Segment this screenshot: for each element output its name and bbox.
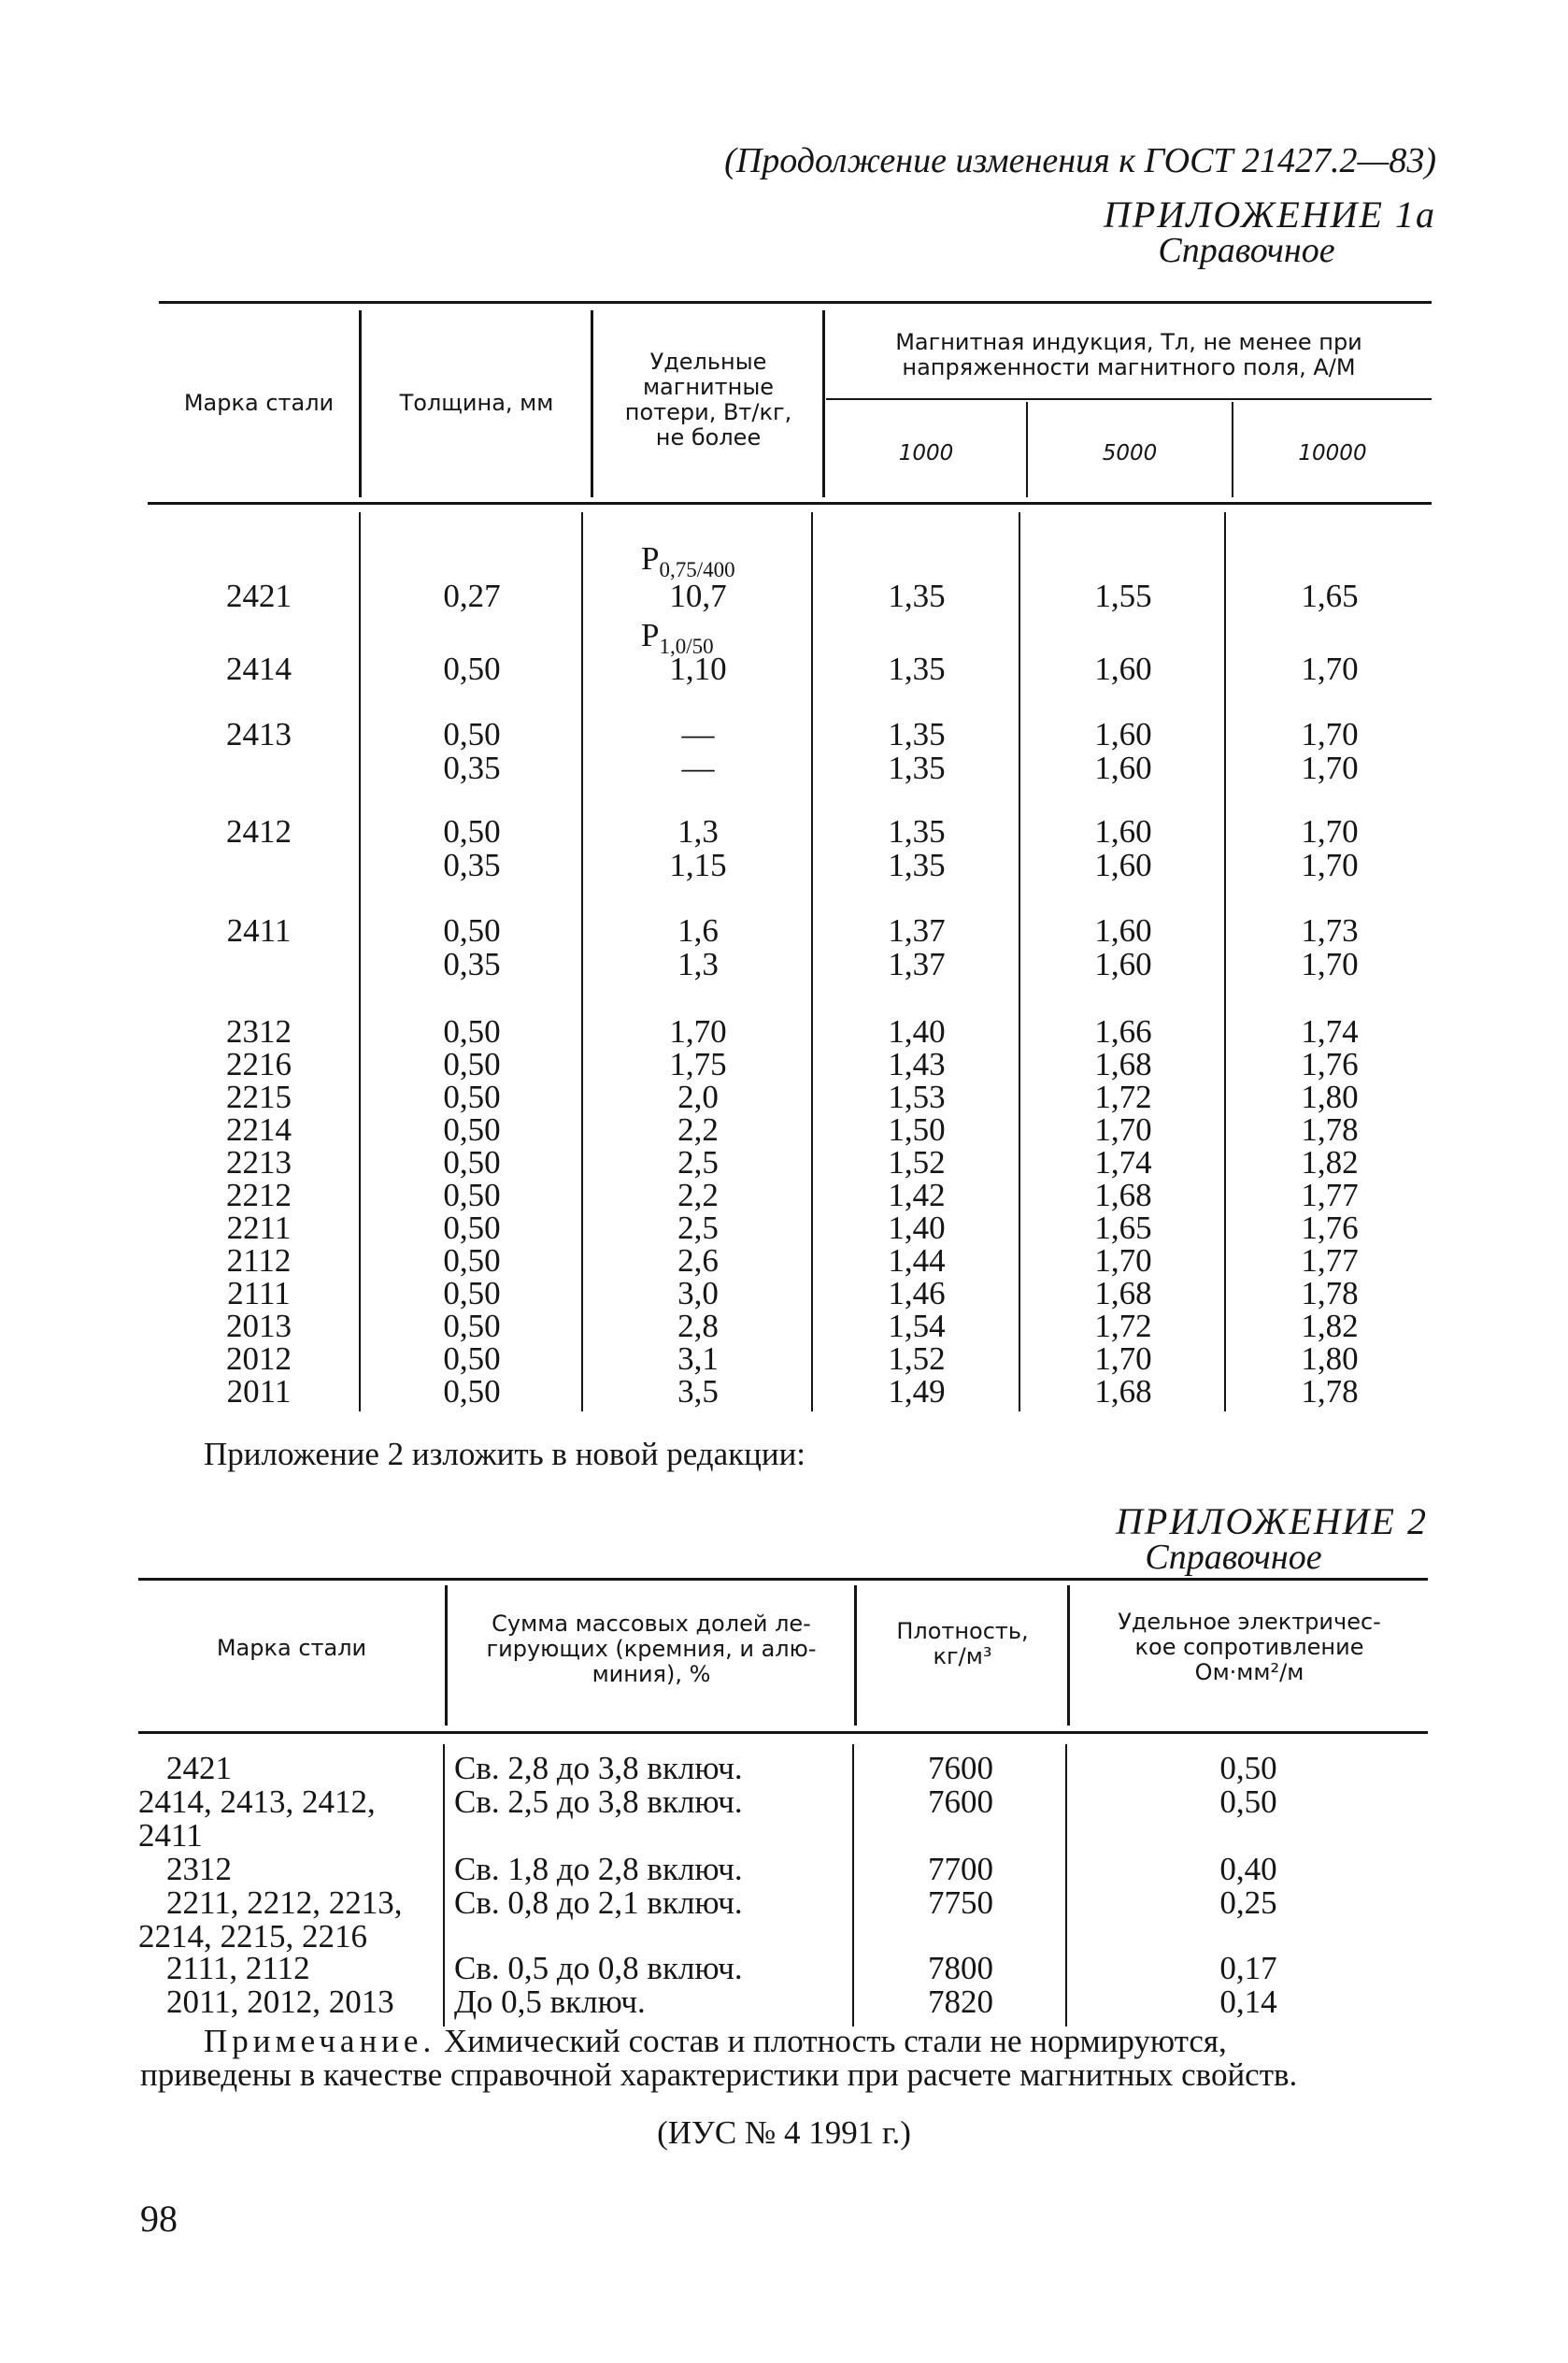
table1-cell-b5000: 1,68	[1094, 1275, 1152, 1311]
loss-symbol: P	[641, 540, 660, 577]
table1-cell-b10000: 1,70	[1301, 946, 1359, 982]
table2-cell-grade: 2421	[166, 1750, 232, 1786]
table1-header-divider	[591, 310, 593, 497]
table2-cell-density: 7800	[928, 1950, 993, 1986]
table1-cell-b5000: 1,60	[1094, 946, 1152, 982]
table1-cell-thickness: 0,50	[443, 1275, 501, 1311]
table1-cell-b5000: 1,68	[1094, 1373, 1152, 1410]
table1-header-1000: 1000	[898, 441, 954, 465]
table2-cell-grade: 2312	[166, 1851, 232, 1887]
table2-cell-resistivity: 0,50	[1219, 1783, 1277, 1820]
table1-cell-b1000: 1,40	[888, 1210, 946, 1246]
table1-cell-loss: 2,6	[677, 1242, 719, 1279]
table2-cell-density: 7600	[928, 1783, 993, 1820]
table1-cell-b1000: 1,37	[888, 946, 946, 982]
table1-cell-b10000: 1,74	[1301, 1013, 1359, 1050]
table1-cell-b5000: 1,60	[1094, 912, 1152, 949]
table1-body-divider	[1224, 512, 1226, 1411]
table2-body-divider	[443, 1744, 445, 2026]
table1-header-grade: Марка стали	[183, 390, 335, 416]
table1-cell-b10000: 1,70	[1301, 750, 1359, 786]
table1-cell-b1000: 1,49	[888, 1373, 946, 1410]
table1-cell-grade: 2216	[226, 1046, 292, 1082]
table1-cell-b10000: 1,76	[1301, 1046, 1359, 1082]
page-number: 98	[140, 2198, 178, 2240]
table1-cell-grade: 2013	[226, 1308, 292, 1344]
appendix-2-title: ПРИЛОЖЕНИЕ 2	[1116, 1500, 1428, 1542]
table1-cell-b5000: 1,60	[1094, 716, 1152, 752]
table1-cell-grade: 2112	[226, 1242, 292, 1279]
table1-cell-loss: —	[681, 716, 715, 752]
table1-cell-thickness: 0,50	[443, 1210, 501, 1246]
table1-cell-loss: 2,5	[677, 1210, 719, 1246]
table1-top-rule	[159, 301, 1432, 304]
table2-header-alloy	[449, 1611, 854, 1687]
table1-cell-loss: 1,75	[669, 1046, 727, 1082]
table2-header-resistivity-line: Удельное электричес-	[1118, 1609, 1381, 1635]
table1-cell-b10000: 1,80	[1301, 1079, 1359, 1115]
note-line-2: приведены в качестве справочной характеристики при расчете магнитных свойств.	[140, 2056, 1298, 2093]
loss-symbol: P	[641, 617, 660, 653]
table1-cell-grade: 2411	[226, 912, 292, 949]
loss-symbol-subscript: 1,0/50	[659, 635, 714, 658]
table1-cell-loss: 1,3	[677, 813, 719, 850]
table1-header-losses	[594, 350, 822, 451]
table1-cell-b10000: 1,82	[1301, 1308, 1359, 1344]
table2-header-divider	[854, 1585, 857, 1726]
appendix-1a-title: ПРИЛОЖЕНИЕ 1а	[1104, 193, 1436, 236]
table1-header-bottom-rule	[148, 502, 1432, 505]
table2-header-resistivity-line: кое сопротивление	[1134, 1634, 1364, 1660]
table1-cell-b10000: 1,65	[1301, 578, 1359, 614]
table1-cell-grade: 2111	[227, 1275, 291, 1311]
table1-cell-thickness: 0,50	[443, 1046, 501, 1082]
table1-cell-b5000: 1,70	[1094, 1340, 1152, 1377]
table1-cell-loss: 2,0	[677, 1079, 719, 1115]
table1-header-5000: 5000	[1102, 441, 1158, 465]
table1-cell-thickness: 0,50	[443, 1242, 501, 1279]
table1-cell-thickness: 0,50	[443, 813, 501, 850]
table1-cell-b5000: 1,70	[1094, 1242, 1152, 1279]
table1-cell-grade: 2413	[226, 716, 292, 752]
table1-cell-loss: 1,3	[677, 946, 719, 982]
table2-header-density	[858, 1619, 1067, 1669]
table1-cell-grade: 2412	[226, 813, 292, 850]
table1-cell-b10000: 1,78	[1301, 1373, 1359, 1410]
table1-cell-loss: —	[681, 750, 715, 786]
table1-cell-thickness: 0,27	[443, 578, 501, 614]
table1-cell-loss: 1,6	[677, 912, 719, 949]
table1-cell-b1000: 1,54	[888, 1308, 946, 1344]
table1-cell-loss: 3,1	[677, 1340, 719, 1377]
table1-cell-loss: 1,15	[669, 847, 727, 883]
table1-cell-thickness: 0,50	[443, 1079, 501, 1115]
table2-header-resistivity-line: Ом·мм²/м	[1194, 1659, 1304, 1685]
table1-cell-b10000: 1,78	[1301, 1111, 1359, 1148]
table1-cell-b1000: 1,46	[888, 1275, 946, 1311]
table2-top-rule	[138, 1578, 1428, 1581]
table1-header-induction	[826, 330, 1432, 380]
table2-cell-resistivity: 0,17	[1219, 1950, 1277, 1986]
table2-cell-resistivity: 0,25	[1219, 1884, 1277, 1921]
table2-cell-density: 7600	[928, 1750, 993, 1786]
note-line-1	[204, 2025, 1227, 2058]
table2-cell-resistivity: 0,50	[1219, 1750, 1277, 1786]
table2-header-divider	[445, 1585, 448, 1726]
table1-cell-b5000: 1,60	[1094, 651, 1152, 687]
appendix-2-subtitle: Справочное	[1145, 1538, 1322, 1577]
table1-cell-b5000: 1,60	[1094, 750, 1152, 786]
table1-body-divider	[581, 512, 583, 1411]
table1-cell-thickness: 0,50	[443, 1177, 501, 1213]
table1-body-divider	[1019, 512, 1020, 1411]
table1-cell-grade: 2213	[226, 1144, 292, 1181]
table1-cell-b1000: 1,35	[888, 847, 946, 883]
table1-induction-rule	[826, 398, 1432, 400]
table1-cell-b1000: 1,40	[888, 1013, 946, 1050]
table1-cell-loss: 2,5	[677, 1144, 719, 1181]
table1-cell-b1000: 1,35	[888, 716, 946, 752]
table1-cell-loss: 2,2	[677, 1111, 719, 1148]
table1-header-induction-line: напряженности магнитного поля, А/М	[902, 354, 1356, 380]
table1-cell-thickness: 0,50	[443, 1308, 501, 1344]
table1-cell-b10000: 1,77	[1301, 1177, 1359, 1213]
continuation-line: (Продолжение изменения к ГОСТ 21427.2—83)	[724, 141, 1436, 180]
table1-cell-b10000: 1,78	[1301, 1275, 1359, 1311]
table1-cell-grade: 2421	[226, 578, 292, 614]
table1-cell-b1000: 1,52	[888, 1144, 946, 1181]
table1-header-losses-line: не более	[655, 424, 762, 451]
table1-cell-thickness: 0,35	[443, 847, 501, 883]
table2-header-density-unit: кг/м³	[933, 1643, 992, 1669]
table1-cell-loss: 3,0	[677, 1275, 719, 1311]
table1-header-losses-line: Удельные	[649, 349, 767, 375]
table2-cell-grade: 2414, 2413, 2412,	[138, 1783, 376, 1820]
table1-header-10000: 10000	[1298, 441, 1367, 465]
loss-symbol-subscript: 0,75/400	[659, 558, 735, 581]
table1-cell-b10000: 1,77	[1301, 1242, 1359, 1279]
table1-cell-b1000: 1,35	[888, 578, 946, 614]
table1-cell-b5000: 1,55	[1094, 578, 1152, 614]
table2-cell-grade: 2011, 2012, 2013	[166, 1983, 394, 2020]
table1-cell-thickness: 0,50	[443, 1373, 501, 1410]
table2-header-density-line: Плотность,	[896, 1618, 1029, 1644]
table2-cell-resistivity: 0,40	[1219, 1851, 1277, 1887]
table1-cell-loss: 10,7	[669, 578, 727, 614]
table1-cell-b10000: 1,70	[1301, 847, 1359, 883]
table1-cell-b5000: 1,66	[1094, 1013, 1152, 1050]
table2-header-alloy-line: гирующих (кремния, и алю-	[486, 1636, 817, 1662]
table1-cell-grade: 2215	[226, 1079, 292, 1115]
table1-cell-grade: 2212	[226, 1177, 292, 1213]
table1-cell-grade: 2414	[226, 651, 292, 687]
table1-cell-b1000: 1,52	[888, 1340, 946, 1377]
table1-cell-thickness: 0,50	[443, 716, 501, 752]
table2-body-divider	[1065, 1744, 1067, 2026]
table1-cell-b1000: 1,35	[888, 750, 946, 786]
table2-cell-grade: 2211, 2212, 2213,	[166, 1884, 403, 1921]
table1-cell-b5000: 1,72	[1094, 1308, 1152, 1344]
table1-cell-b10000: 1,76	[1301, 1210, 1359, 1246]
table2-header-alloy-line: Сумма массовых долей ле-	[492, 1611, 811, 1637]
table2-cell-alloy: Св. 0,8 до 2,1 включ.	[454, 1884, 743, 1921]
table1-cell-grade: 2211	[226, 1210, 292, 1246]
source-reference: (ИУС № 4 1991 г.)	[657, 2114, 911, 2151]
table1-cell-grade: 2312	[226, 1013, 292, 1050]
table1-cell-grade: 2011	[226, 1373, 292, 1410]
table2-cell-resistivity: 0,14	[1219, 1983, 1277, 2020]
table1-cell-thickness: 0,50	[443, 1013, 501, 1050]
table2-header-alloy-line: миния), %	[592, 1661, 711, 1687]
table1-cell-b1000: 1,43	[888, 1046, 946, 1082]
table1-cell-thickness: 0,50	[443, 1111, 501, 1148]
table2-header-grade: Марка стали	[216, 1635, 367, 1661]
table1-cell-b10000: 1,82	[1301, 1144, 1359, 1181]
table2-cell-grade: 2111, 2112	[166, 1950, 310, 1986]
table1-cell-b5000: 1,65	[1094, 1210, 1152, 1246]
table2-cell-grade-cont: 2214, 2215, 2216	[138, 1918, 367, 1955]
table2-cell-alloy: Св. 2,8 до 3,8 включ.	[454, 1750, 743, 1786]
table1-cell-b10000: 1,70	[1301, 651, 1359, 687]
table1-cell-b10000: 1,70	[1301, 716, 1359, 752]
table1-cell-grade: 2214	[226, 1111, 292, 1148]
table2-cell-density: 7700	[928, 1851, 993, 1887]
note-label: Примечание.	[204, 2023, 436, 2059]
table1-header-thickness: Толщина, мм	[399, 390, 554, 416]
loss-symbol-p0-75-400	[641, 540, 735, 582]
table1-cell-b1000: 1,35	[888, 651, 946, 687]
table1-cell-b5000: 1,74	[1094, 1144, 1152, 1181]
table2-header-divider	[1067, 1585, 1070, 1726]
table2-cell-grade-cont: 2411	[138, 1817, 203, 1854]
table1-cell-b1000: 1,53	[888, 1079, 946, 1115]
table2-header-bottom-rule	[138, 1731, 1428, 1734]
table1-body-divider	[811, 512, 813, 1411]
table1-cell-thickness: 0,50	[443, 1144, 501, 1181]
table1-cell-grade: 2012	[226, 1340, 292, 1377]
table2-cell-density: 7820	[928, 1983, 993, 2020]
table1-cell-b1000: 1,42	[888, 1177, 946, 1213]
table1-cell-b5000: 1,68	[1094, 1177, 1152, 1213]
table2-header-resistivity	[1071, 1610, 1428, 1685]
table1-cell-thickness: 0,35	[443, 750, 501, 786]
table1-body-divider	[359, 512, 361, 1411]
table2-cell-alloy: Св. 2,5 до 3,8 включ.	[454, 1783, 743, 1820]
table2-cell-alloy: Св. 1,8 до 2,8 включ.	[454, 1851, 743, 1887]
table1-cell-b10000: 1,80	[1301, 1340, 1359, 1377]
table1-cell-thickness: 0,50	[443, 1340, 501, 1377]
table1-cell-b10000: 1,73	[1301, 912, 1359, 949]
table1-cell-loss: 1,10	[669, 651, 727, 687]
table1-cell-b5000: 1,68	[1094, 1046, 1152, 1082]
note-text-1: Химический состав и плотность стали не нормируются,	[443, 2023, 1227, 2059]
table1-cell-b1000: 1,37	[888, 912, 946, 949]
table2-body-divider	[852, 1744, 854, 2026]
middle-instruction: Приложение 2 изложить в новой редакции:	[204, 1436, 806, 1472]
table1-cell-thickness: 0,35	[443, 946, 501, 982]
table1-header-divider	[359, 310, 362, 497]
table2-cell-alloy: До 0,5 включ.	[454, 1983, 646, 2020]
table1-cell-b5000: 1,70	[1094, 1111, 1152, 1148]
table1-cell-loss: 2,8	[677, 1308, 719, 1344]
table1-header-divider	[822, 310, 825, 497]
table2-cell-alloy: Св. 0,5 до 0,8 включ.	[454, 1950, 743, 1986]
table2-cell-density: 7750	[928, 1884, 993, 1921]
table1-cell-loss: 1,70	[669, 1013, 727, 1050]
table1-cell-thickness: 0,50	[443, 651, 501, 687]
table1-cell-b5000: 1,72	[1094, 1079, 1152, 1115]
table1-cell-thickness: 0,50	[443, 912, 501, 949]
table1-header-induction-line: Магнитная индукция, Тл, не менее при	[895, 329, 1362, 355]
appendix-1a-subtitle: Справочное	[1158, 231, 1335, 270]
table1-header-losses-line: магнитные	[642, 374, 775, 400]
table1-cell-b1000: 1,35	[888, 813, 946, 850]
table1-header-losses-line: потери, Вт/кг,	[624, 399, 792, 425]
table1-cell-b10000: 1,70	[1301, 813, 1359, 850]
table1-cell-b1000: 1,50	[888, 1111, 946, 1148]
table1-cell-loss: 2,2	[677, 1177, 719, 1213]
table1-cell-b5000: 1,60	[1094, 813, 1152, 850]
table1-cell-b5000: 1,60	[1094, 847, 1152, 883]
table1-cell-b1000: 1,44	[888, 1242, 946, 1279]
table1-cell-loss: 3,5	[677, 1373, 719, 1410]
